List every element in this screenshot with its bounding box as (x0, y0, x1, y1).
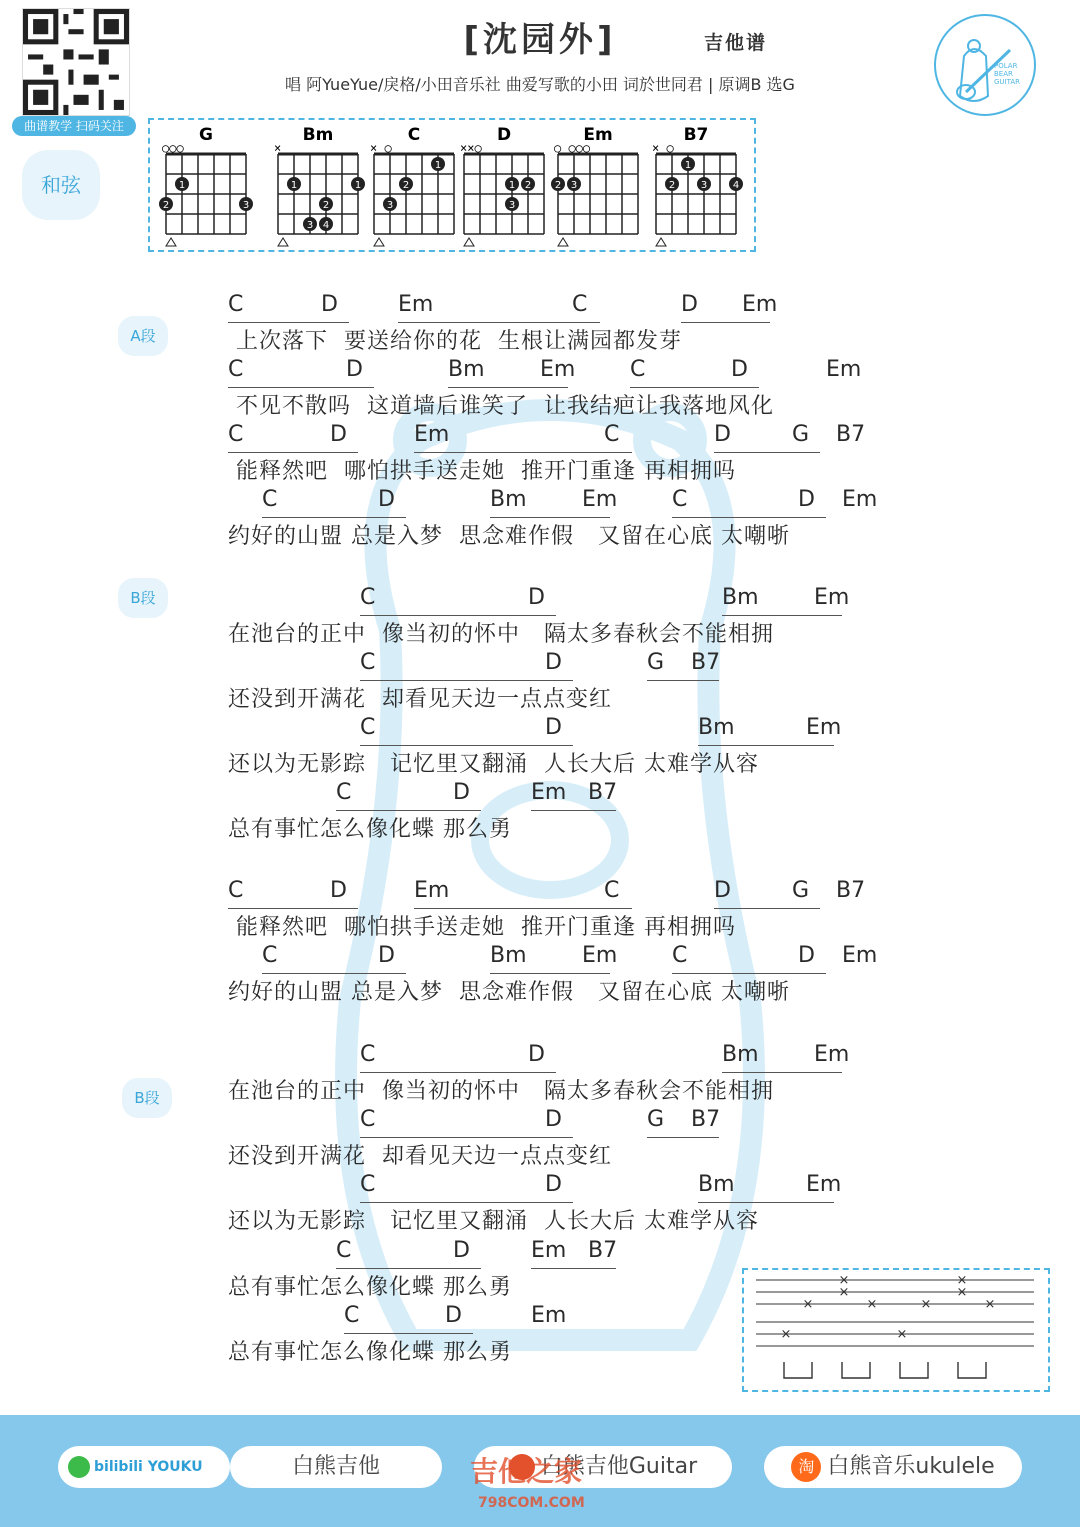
chord-underline (228, 387, 374, 388)
chord-underline (647, 1137, 719, 1138)
chord-label: Em (842, 943, 878, 968)
chord-label: D (321, 292, 338, 317)
chord-label: Bm (490, 487, 527, 512)
chord-label: C (336, 1238, 352, 1263)
lyric-line: 总有事忙怎么像化蝶 那么勇 (228, 817, 512, 842)
finger-number: 4 (322, 220, 330, 231)
chord-underline (681, 322, 770, 323)
chord-underline (360, 1137, 573, 1138)
finger-number: 1 (290, 180, 298, 191)
chord-label: Em (806, 1172, 842, 1197)
chord-underline (262, 517, 406, 518)
chord-underline (448, 387, 568, 388)
chord-label: C (672, 943, 688, 968)
footer-pill-ukulele[interactable] (764, 1446, 1022, 1488)
chord-label: Em (742, 292, 778, 317)
chord-underline (360, 680, 573, 681)
wechat-icon (68, 1456, 90, 1478)
chord-label: C (604, 878, 620, 903)
chord-label: C (336, 780, 352, 805)
chord-underline (490, 517, 610, 518)
pill2-label: 白熊吉他Guitar (540, 1454, 698, 1479)
chord-label: D (731, 357, 748, 382)
root-marker-icon (558, 238, 568, 246)
lyric-line: 总有事忙怎么像化蝶 那么勇 (228, 1275, 512, 1300)
chord-underline (414, 452, 632, 453)
open-mute-markers: × ○ (652, 141, 674, 155)
chord-underline (531, 1268, 616, 1269)
svg-text:GUITAR: GUITAR (994, 78, 1020, 86)
chord-underline (228, 452, 358, 453)
chord-label: C (360, 585, 376, 610)
chord-label: C (360, 1172, 376, 1197)
chord-label: D (346, 357, 363, 382)
chord-underline (714, 452, 820, 453)
finger-number: 2 (322, 200, 330, 211)
site-watermark-url: 798COM.COM (478, 1495, 585, 1511)
song-credits: 唱 阿YueYue/戾格/小田音乐社 曲爱写歌的小田 词於世同君 | 原调B 选G (285, 75, 795, 94)
chord-underline (360, 745, 573, 746)
chord-label: Em (842, 487, 878, 512)
chord-label: C (228, 357, 244, 382)
chord-label: D (798, 943, 815, 968)
chord-label: D (453, 1238, 470, 1263)
chord-diagram-name: Em (583, 125, 613, 145)
chord-underline (414, 908, 632, 909)
pill3-label: 白熊音乐ukulele (827, 1454, 995, 1479)
svg-text:×: × (780, 1327, 792, 1342)
chord-label: D (528, 585, 545, 610)
chord-underline (398, 322, 600, 323)
finger-number: 3 (306, 220, 314, 231)
chord-underline (344, 1333, 473, 1334)
svg-text:×: × (956, 1273, 968, 1288)
chord-label: C (360, 650, 376, 675)
lyric-line: 不见不散吗 这道墙后谁笑了 让我结疤让我落地风化 (228, 394, 774, 419)
chord-label: Bm (490, 943, 527, 968)
chord-label: Em (398, 292, 434, 317)
finger-number: 2 (162, 200, 170, 211)
chord-label: Em (582, 487, 618, 512)
lyric-line: 还没到开满花 却看见天边一点点变红 (228, 1144, 612, 1169)
finger-number: 3 (386, 200, 394, 211)
open-mute-markers: ××○ (460, 141, 482, 155)
root-marker-icon (166, 238, 176, 246)
chord-label: D (798, 487, 815, 512)
open-mute-markers: ○○○ (162, 141, 184, 155)
chord-label: C (360, 1107, 376, 1132)
chord-underline (531, 810, 616, 811)
lyric-line: 还没到开满花 却看见天边一点点变红 (228, 687, 612, 712)
qr-label: 曲谱教学 扫码关注 (12, 116, 136, 136)
section-a-tag: A段 (118, 316, 168, 356)
chord-label: Em (814, 585, 850, 610)
chord-label: Em (414, 422, 450, 447)
platform-pill[interactable] (58, 1446, 230, 1488)
svg-text:×: × (866, 1297, 878, 1312)
chord-underline (672, 517, 826, 518)
chord-diagram-name: B7 (683, 125, 709, 145)
chord-label: D (528, 1042, 545, 1067)
chord-label: Bm (698, 1172, 735, 1197)
chord-label: D (330, 878, 347, 903)
chord-label: Bm (448, 357, 485, 382)
chord-label: Em (582, 943, 618, 968)
chord-underline (722, 1072, 842, 1073)
lyric-line: 在池台的正中 像当初的怀中 隔太多春秋会不能相拥 (228, 622, 774, 647)
chord-label: D (545, 715, 562, 740)
chord-label: B7 (836, 422, 866, 447)
chord-label: G (647, 650, 665, 675)
chord-label: Bm (698, 715, 735, 740)
finger-number: 1 (434, 160, 442, 171)
svg-text:×: × (802, 1297, 814, 1312)
finger-number: 2 (524, 180, 532, 191)
chord-label: D (681, 292, 698, 317)
chord-label: C (228, 292, 244, 317)
lyric-line: 约好的山盟 总是入梦 思念难作假 又留在心底 太嘲哳 (228, 524, 790, 549)
chord-label: G (792, 878, 810, 903)
chord-underline (698, 1202, 834, 1203)
chord-underline (698, 745, 834, 746)
root-marker-icon (278, 238, 288, 246)
chord-section-tag: 和弦 (22, 150, 100, 220)
chord-label: Bm (722, 1042, 759, 1067)
chord-label: D (453, 780, 470, 805)
finger-number: 1 (508, 180, 516, 191)
lyric-line: 能释然吧 哪怕拱手送走她 推开门重逢 再相拥吗 (228, 459, 736, 484)
finger-number: 3 (242, 200, 250, 211)
svg-text:×: × (956, 1285, 968, 1300)
finger-number: 3 (508, 200, 516, 211)
finger-number: 2 (402, 180, 410, 191)
strum-pattern (742, 1268, 1050, 1392)
chord-label: C (604, 422, 620, 447)
chord-diagram-name: D (496, 125, 512, 145)
chord-label: D (378, 487, 395, 512)
chord-label: Em (531, 1303, 567, 1328)
chord-underline (490, 973, 610, 974)
chord-underline (630, 387, 759, 388)
chord-label: G (792, 422, 810, 447)
chord-label: C (572, 292, 588, 317)
chord-label: C (344, 1303, 360, 1328)
chord-label: D (714, 422, 731, 447)
finger-number: 3 (700, 180, 708, 191)
lyric-line: 能释然吧 哪怕拱手送走她 推开门重逢 再相拥吗 (228, 915, 736, 940)
chord-underline (714, 908, 820, 909)
chord-label: D (714, 878, 731, 903)
finger-number: 4 (732, 180, 740, 191)
chord-underline (360, 1072, 556, 1073)
finger-number: 2 (554, 180, 562, 191)
finger-number: 2 (668, 180, 676, 191)
chord-label: B7 (691, 650, 721, 675)
song-title: [沈园外] (463, 20, 617, 60)
lyric-line: 还以为无影踪 记忆里又翻涌 人长大后 太难学从容 (228, 752, 759, 777)
svg-text:×: × (984, 1297, 996, 1312)
lyric-line: 约好的山盟 总是入梦 思念难作假 又留在心底 太嘲哳 (228, 980, 790, 1005)
finger-number: 1 (684, 160, 692, 171)
lyric-line: 上次落下 要送给你的花 生根让满园都发芽 (228, 329, 682, 354)
chord-label: D (545, 1107, 562, 1132)
lyric-line: 总有事忙怎么像化蝶 那么勇 (228, 1340, 512, 1365)
section-b-tag-repeat: B段 (122, 1078, 172, 1118)
chord-underline (722, 615, 842, 616)
chord-diagram-name: G (199, 125, 213, 145)
chord-label: Em (414, 878, 450, 903)
chord-label: D (330, 422, 347, 447)
chord-diagrams (148, 118, 756, 252)
chord-underline (336, 810, 481, 811)
chord-diagram-name: C (407, 125, 421, 145)
chord-label: Em (531, 780, 567, 805)
chord-underline (360, 615, 556, 616)
chord-label: D (545, 650, 562, 675)
chord-underline (360, 1202, 573, 1203)
chord-underline (228, 908, 358, 909)
taobao-icon: 淘 (791, 1452, 821, 1482)
chord-label: C (360, 715, 376, 740)
chord-label: C (262, 487, 278, 512)
chord-label: D (378, 943, 395, 968)
svg-text:×: × (896, 1327, 908, 1342)
chord-underline (672, 973, 826, 974)
chord-label: B7 (691, 1107, 721, 1132)
chord-label: Bm (722, 585, 759, 610)
chord-label: D (545, 1172, 562, 1197)
finger-number: 1 (354, 180, 362, 191)
chord-underline (228, 322, 349, 323)
chord-underline (262, 973, 406, 974)
footer-pill-bear-guitar[interactable]: 白熊吉他 (230, 1446, 442, 1488)
finger-number: 1 (178, 180, 186, 191)
logo-text: POLAR (994, 62, 1018, 70)
chord-label: C (228, 878, 244, 903)
root-marker-icon (464, 238, 474, 246)
polar-bear-guitar-logo (934, 14, 1036, 116)
chord-label: B7 (836, 878, 866, 903)
chord-label: B7 (588, 1238, 618, 1263)
lyric-line: 还以为无影踪 记忆里又翻涌 人长大后 太难学从容 (228, 1209, 759, 1234)
chord-label: C (672, 487, 688, 512)
chord-underline (336, 1268, 481, 1269)
chord-label: D (445, 1303, 462, 1328)
chord-diagram-name: Bm (302, 125, 334, 145)
root-marker-icon (656, 238, 666, 246)
chord-label: C (630, 357, 646, 382)
svg-text:×: × (920, 1297, 932, 1312)
platform-names: bilibili YOUKU (94, 1459, 203, 1475)
finger-number: 3 (570, 180, 578, 191)
chord-label: C (228, 422, 244, 447)
chord-label: G (647, 1107, 665, 1132)
root-marker-icon (374, 238, 384, 246)
chord-label: Em (531, 1238, 567, 1263)
chord-label: Em (814, 1042, 850, 1067)
chord-label: B7 (588, 780, 618, 805)
site-watermark: 吉他之家 (470, 1455, 583, 1488)
open-mute-markers: ○ ○○○ (554, 141, 591, 155)
chord-underline (647, 680, 719, 681)
chord-label: Em (826, 357, 862, 382)
open-mute-markers: × ○ (370, 141, 392, 155)
strum-mark: × (838, 1273, 850, 1288)
svg-text:×: × (838, 1285, 850, 1300)
chord-label: Em (540, 357, 576, 382)
lyric-line: 在池台的正中 像当初的怀中 隔太多春秋会不能相拥 (228, 1079, 774, 1104)
svg-text:BEAR: BEAR (994, 70, 1013, 78)
open-mute-markers: × (274, 141, 282, 155)
chord-label: C (360, 1042, 376, 1067)
section-b-tag: B段 (118, 578, 168, 618)
chord-label: C (262, 943, 278, 968)
chord-label: Em (806, 715, 842, 740)
sheet-type: 吉他谱 (704, 32, 768, 54)
